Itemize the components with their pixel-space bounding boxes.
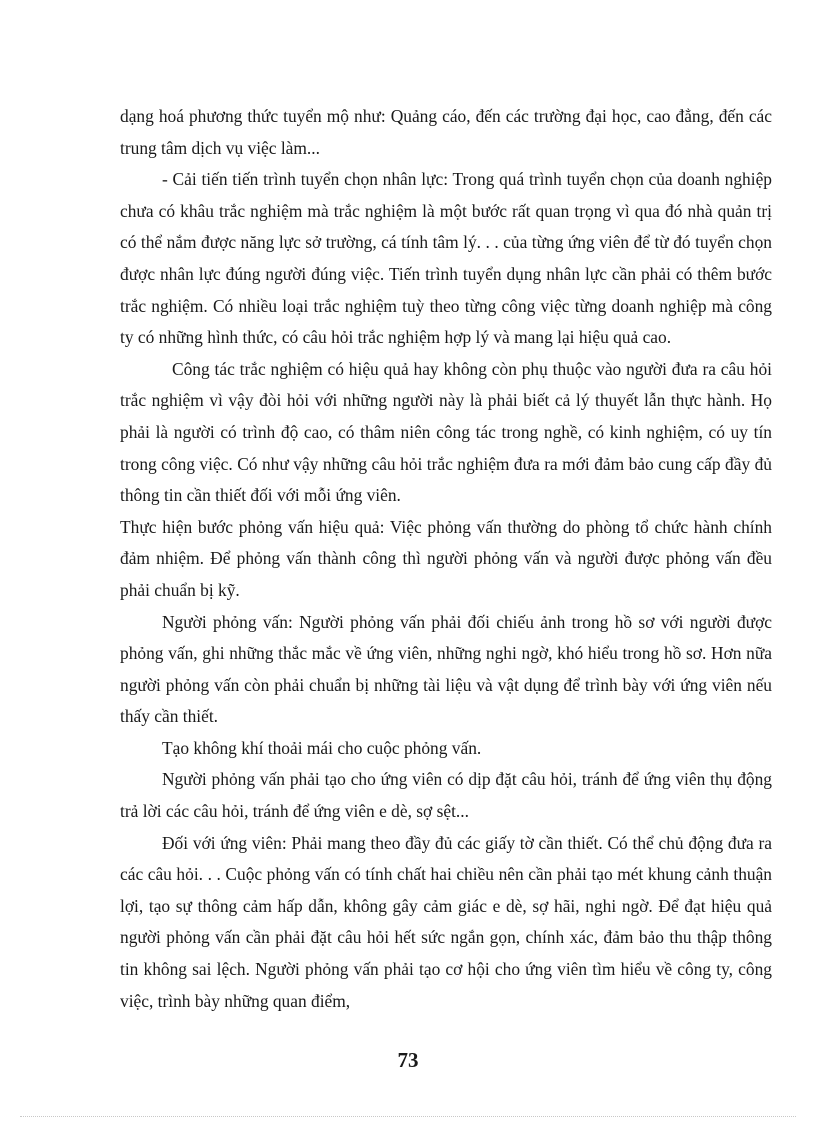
page-body bbox=[120, 101, 772, 1017]
paragraph-testing-effectiveness: Công tác trắc nghiệm có hiệu quả hay không còn phụ thuộc vào người đưa ra câu hỏi trắc nghiệm vì vậy đòi hỏi với những người này là phải biết cả lý thuyết lẫn thực hành. Họ phải là người có trình độ cao, có thâm niên công tác trong nghề, có kinh nghiệm, có uy tín trong công việc. Có như vậy những câu hỏi trắc nghiệm đưa ra mới đảm bảo cung cấp đầy đủ thông tin cần thiết đối với mỗi ứng viên. bbox=[120, 358, 772, 506]
paragraph-selection-improvement: - Cải tiến tiến trình tuyển chọn nhân lực: Trong quá trình tuyển chọn của doanh nghiệp chưa có khâu trắc nghiệm mà trắc nghiệm là một bước rất quan trọng vì qua đó nhà quản trị có thể nắm được năng lực sở trường, cá tính tâm lý. . . của từng ứng viên để từ đó tuyển chọn được nhân lực đúng người đúng việc. Tiến trình tuyển dụng nhân lực cần phải có thêm bước trắc nghiệm. Có nhiều loại trắc nghiệm tuỳ theo từng công việc từng doanh nghiệp mà công ty có những hình thức, có câu hỏi trắc nghiệm hợp lý và mang lại hiệu quả cao. bbox=[120, 169, 772, 348]
paragraph-candidate: Đối với ứng viên: Phải mang theo đầy đủ các giấy tờ cần thiết. Có thể chủ động đưa ra các câu hỏi. . . Cuộc phỏng vấn có tính chất hai chiều nên cần phải tạo mét khung cảnh thuận lợi, tạo sự thông cảm hấp dẫn, không gây cảm giác e dè, sợ hãi, nghi ngờ. Để đạt hiệu quả người phỏng vấn cần phải đặt câu hỏi hết sức ngắn gọn, chính xác, đảm bảo thu thập thông tin không sai lệch. Người phỏng vấn phải tạo cơ hội cho ứng viên tìm hiểu về công ty, công việc, trình bày những quan điểm, bbox=[120, 832, 772, 1011]
paragraph-interview-step: Thực hiện bước phỏng vấn hiệu quả: Việc phỏng vấn thường do phòng tổ chức hành chính đảm nhiệm. Để phỏng vấn thành công thì người phỏng vấn và người được phỏng vấn đều phải chuẩn bị kỹ. bbox=[120, 516, 772, 600]
paragraph-continuation: dạng hoá phương thức tuyển mộ như: Quảng cáo, đến các trường đại học, cao đẳng, đến các trung tâm dịch vụ việc làm... bbox=[120, 106, 772, 158]
paragraph-candidate-questions: Người phỏng vấn phải tạo cho ứng viên có dịp đặt câu hỏi, tránh để ứng viên thụ động trả lời các câu hỏi, tránh để ứng viên e dè, sợ sệt... bbox=[120, 769, 772, 822]
paragraph-interviewer: Người phỏng vấn: Người phỏng vấn phải đối chiếu ảnh trong hồ sơ với người được phỏng vấn, ghi những thắc mắc về ứng viên, những nghi ngờ, khó hiểu trong hồ sơ. Hơn nữa người phỏng vấn còn phải chuẩn bị những tài liệu và vật dụng để trình bày với ứng viên nếu thấy cần thiết. bbox=[120, 611, 772, 727]
paragraph-atmosphere: Tạo không khí thoải mái cho cuộc phỏng vấn. bbox=[162, 737, 482, 758]
bottom-divider bbox=[20, 1116, 796, 1117]
page-number: 73 bbox=[397, 1048, 419, 1072]
